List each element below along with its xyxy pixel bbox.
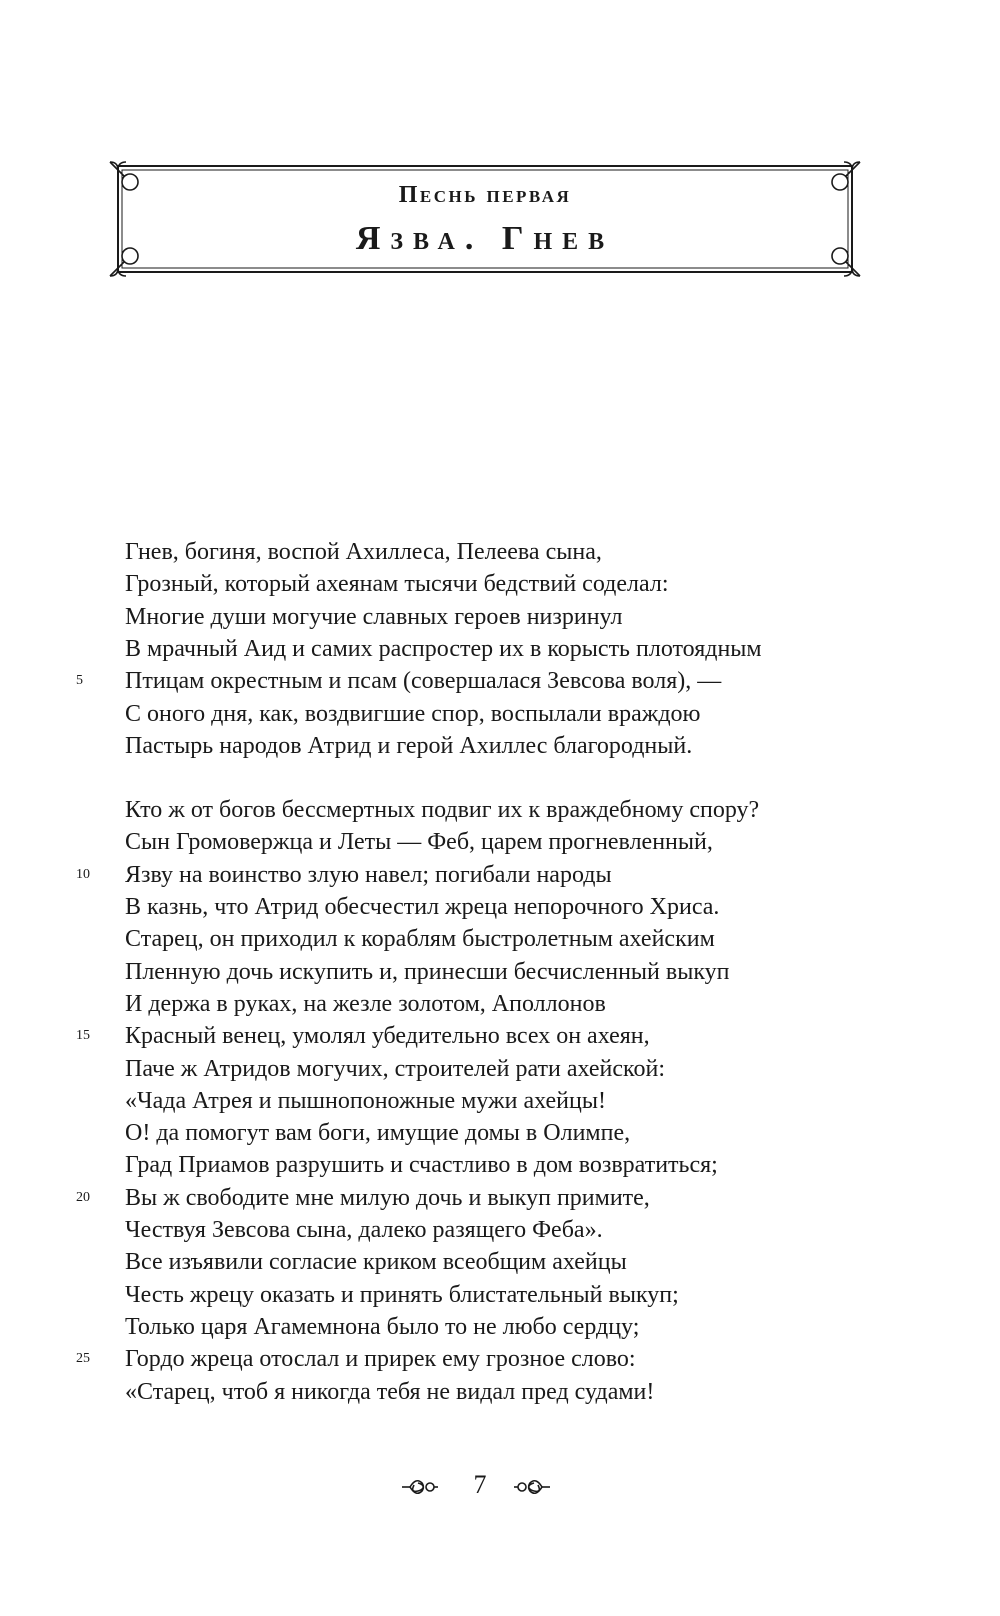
line-number: 20 — [76, 1189, 90, 1205]
verse-line: Многие души могучие славных героев низринул — [125, 603, 623, 630]
verse-line: Язву на воинство злую навел; погибали народы — [125, 861, 612, 888]
verse-line: Все изъявили согласие криком всеобщим ахейцы — [125, 1249, 627, 1276]
verse-line: Гордо жреца отослал и прирек ему грозное слово: — [125, 1346, 636, 1373]
chapter-heading: Песнь первая — [398, 182, 572, 208]
verse-line: С оного дня, как, воздвигшие спор, воспылали враждою — [125, 700, 701, 727]
verse-line: «Старец, чтоб я никогда тебя не видал пред судами! — [125, 1378, 655, 1405]
chapter-title-frame — [108, 160, 862, 278]
right-ornament-icon — [512, 1472, 552, 1502]
verse-line: И держа в руках, на жезле золотом, Аполлонов — [125, 990, 606, 1017]
page-footer — [400, 1468, 560, 1508]
left-ornament-icon — [400, 1472, 440, 1502]
verse-line: Красный венец, умолял убедительно всех он ахеян, — [125, 1023, 650, 1050]
verse-line: Честь жрецу оказать и принять блистательный выкуп; — [125, 1281, 679, 1308]
verse-line: «Чада Атрея и пышнопоножные мужи ахейцы! — [125, 1087, 606, 1114]
verse-line: Птицам окрестным и псам (совершалася Зевсова воля), — — [125, 668, 722, 695]
line-number: 25 — [76, 1351, 90, 1367]
verse-line: В мрачный Аид и самих распростер их в корысть плотоядным — [125, 635, 762, 662]
verse-line: В казнь, что Атрид обесчестил жреца непорочного Хриса. — [125, 894, 720, 920]
verse-line: Только царя Агамемнона было то не любо сердцу; — [125, 1313, 640, 1340]
verse-line: Пастырь народов Атрид и герой Ахиллес благородный. — [125, 732, 693, 759]
verse-line: Пленную дочь искупить и, принесши бесчисленный выкуп — [125, 958, 730, 985]
verse-line: Паче ж Атридов могучих, строителей рати ахейской: — [125, 1055, 665, 1082]
verse-line: Гнев, богиня, воспой Ахиллеса, Пелеева сына, — [125, 539, 602, 565]
line-number: 10 — [76, 866, 90, 882]
verse-line: Старец, он приходил к кораблям быстролетным ахейским — [125, 926, 715, 953]
verse-line: Чествуя Зевсова сына, далеко разящего Феба». — [125, 1217, 603, 1243]
verse-line: Вы ж свободите мне милую дочь и выкуп примите, — [125, 1184, 650, 1211]
verse-line: О! да помогут вам боги, имущие домы в Олимпе, — [125, 1120, 631, 1147]
chapter-subtitle: Язва. Гнев — [355, 220, 615, 257]
line-number: 5 — [76, 673, 83, 689]
line-number: 15 — [76, 1028, 90, 1044]
verse-line: Кто ж от богов бессмертных подвиг их к враждебному спору? — [125, 797, 760, 824]
verse-line: Сын Громовержца и Леты — Феб, царем прогневленный, — [125, 829, 713, 856]
verse-line: Град Приамов разрушить и счастливо в дом возвратиться; — [125, 1152, 718, 1179]
page-number: 7 — [473, 1470, 487, 1499]
verse-line: Грозный, который ахеянам тысячи бедствий соделал: — [125, 571, 669, 598]
ornamental-frame — [108, 160, 862, 278]
